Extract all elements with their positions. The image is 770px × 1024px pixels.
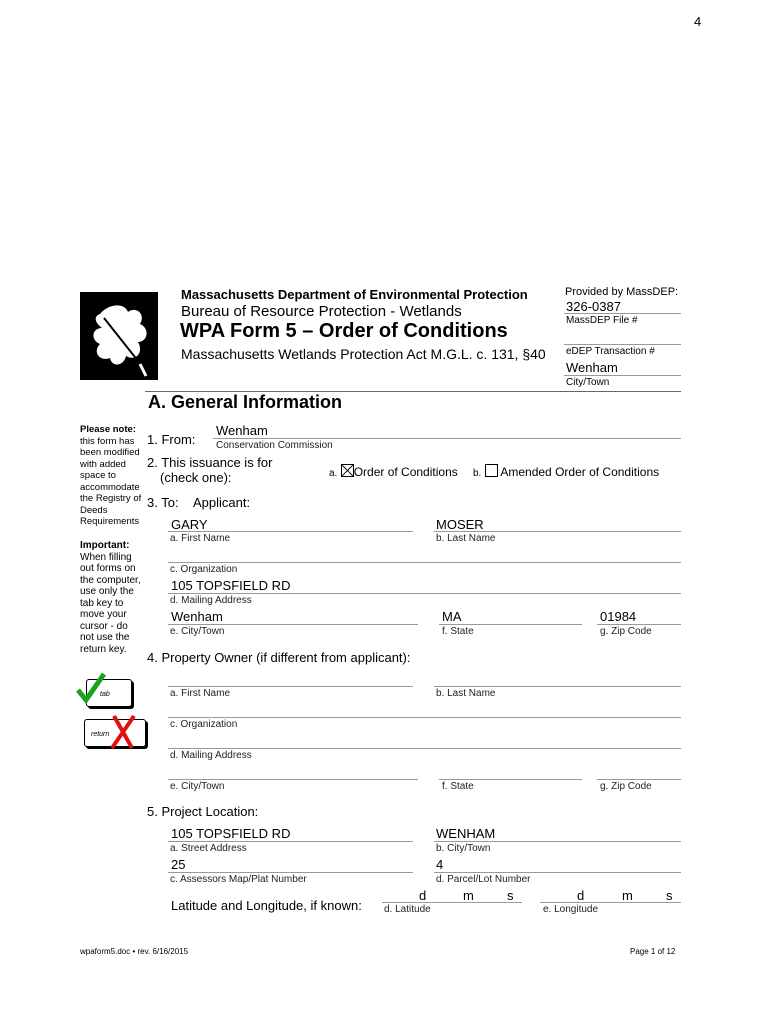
option-b[interactable] [473, 464, 659, 479]
owner-city-label: e. City/Town [170, 781, 225, 792]
file-number-label: MassDEP File # [566, 315, 638, 326]
option-a-checkbox[interactable] [341, 464, 354, 477]
from-sublabel: Conservation Commission [216, 440, 333, 451]
q2-label-line2: (check one): [160, 470, 232, 485]
page-number: 4 [694, 14, 702, 29]
latlong-label: Latitude and Longitude, if known: [171, 898, 362, 913]
applicant-last-name[interactable]: MOSER [436, 517, 484, 532]
applicant-zip[interactable]: 01984 [600, 609, 637, 624]
lat-d: d [419, 888, 427, 903]
project-street[interactable]: 105 TOPSFIELD RD [171, 826, 291, 841]
zip-label: g. Zip Code [600, 626, 652, 637]
owner-first-name-label: a. First Name [170, 688, 231, 699]
form-title: WPA Form 5 – Order of Conditions [180, 320, 508, 342]
q1-label: 1. From: [147, 432, 196, 447]
header-city-town: Wenham [566, 360, 618, 375]
important-text: When filling out forms on the computer, use only the tab key to move your cursor - do not use the return key. [80, 551, 141, 655]
project-city[interactable]: WENHAM [436, 826, 496, 841]
parcel-label: d. Parcel/Lot Number [436, 874, 531, 885]
q3-label: 3. To: [147, 495, 179, 510]
from-value[interactable]: Wenham [216, 423, 268, 438]
header-city-town-label: City/Town [566, 377, 610, 388]
applicant-state[interactable]: MA [442, 609, 462, 624]
edep-label: eDEP Transaction # [566, 346, 655, 357]
applicant-mailing-address[interactable]: 105 TOPSFIELD RD [171, 578, 291, 593]
latitude-label: d. Latitude [384, 904, 431, 915]
agency-name: Massachusetts Department of Environmental Protection [181, 287, 528, 302]
long-s: s [666, 888, 673, 903]
option-b-label: Amended Order of Conditions [500, 465, 660, 479]
long-m: m [622, 888, 633, 903]
parcel-number[interactable]: 4 [436, 857, 444, 872]
owner-mailing-address-label: d. Mailing Address [170, 750, 252, 761]
longitude-label: e. Longitude [543, 904, 599, 915]
organization-label: c. Organization [170, 564, 238, 575]
owner-state-label: f. State [442, 781, 474, 792]
lat-m: m [463, 888, 474, 903]
street-label: a. Street Address [170, 843, 247, 854]
option-a[interactable] [329, 464, 458, 479]
lat-s: s [507, 888, 514, 903]
last-name-label: b. Last Name [436, 533, 496, 544]
cross-icon [108, 712, 138, 752]
applicant-city[interactable]: Wenham [171, 609, 223, 624]
checkmark-icon [74, 672, 108, 706]
section-title: A. General Information [148, 392, 343, 412]
bureau-name: Bureau of Resource Protection - Wetlands [181, 303, 462, 320]
map-label: c. Assessors Map/Plat Number [170, 874, 307, 885]
act-reference: Massachusetts Wetlands Protection Act M.G.L. c. 131, §40 [181, 346, 546, 362]
please-note [80, 424, 142, 528]
option-a-label: Order of Conditions [353, 465, 458, 479]
owner-last-name-label: b. Last Name [436, 688, 496, 699]
provided-by-label: Provided by MassDEP: [565, 286, 679, 298]
assessors-map[interactable]: 25 [171, 857, 186, 872]
q5-label: 5. Project Location: [147, 804, 259, 819]
first-name-label: a. First Name [170, 533, 231, 544]
owner-organization-label: c. Organization [170, 719, 238, 730]
massdep-logo [80, 292, 158, 380]
q4-label: 4. Property Owner (if different from applicant): [147, 650, 411, 665]
project-city-label: b. City/Town [436, 843, 491, 854]
mailing-address-label: d. Mailing Address [170, 595, 252, 606]
footer-page: Page 1 of 12 [630, 947, 676, 956]
important-title: Important: [80, 540, 130, 551]
please-note-text: this form has been modified with added space to accommodate the Registry of Deeds Requirements [80, 435, 142, 527]
city-label: e. City/Town [170, 626, 225, 637]
oak-leaf-icon [80, 292, 158, 380]
option-a-prefix: a. [329, 468, 338, 479]
file-number: 326-0387 [566, 299, 621, 314]
footer-doc: wpaform5.doc • rev. 6/16/2015 [80, 947, 189, 956]
state-label: f. State [442, 626, 474, 637]
tab-key-label: tab [100, 691, 110, 698]
q2-label-line1: 2. This issuance is for [147, 455, 273, 470]
applicant-first-name[interactable]: GARY [171, 517, 208, 532]
return-key-label: return [91, 731, 110, 738]
option-b-prefix: b. [473, 468, 482, 479]
long-d: d [577, 888, 585, 903]
important-note [80, 540, 142, 655]
owner-zip-label: g. Zip Code [600, 781, 652, 792]
please-note-title: Please note: [80, 424, 136, 435]
option-b-checkbox[interactable] [485, 464, 498, 477]
applicant-label: Applicant: [193, 495, 251, 510]
